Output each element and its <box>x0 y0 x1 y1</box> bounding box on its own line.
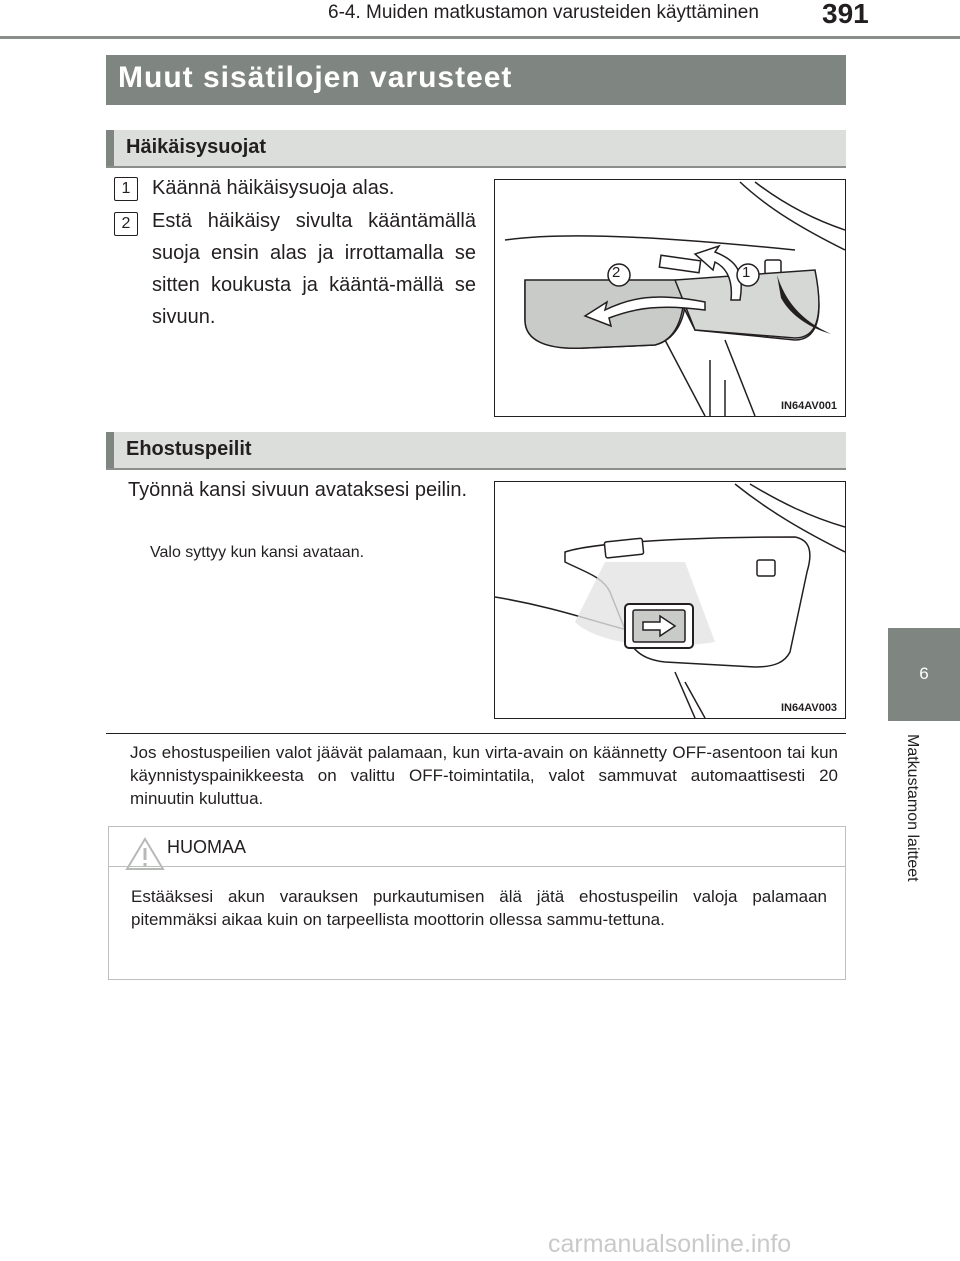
info-paragraph: Jos ehostuspeilien valot jäävät palamaan, kun virta-avain on käännetty OFF-asentoon tai kun käynnistyspainikkeesta on valittu OFF-toimintatila, valot sammuvat automaattisesti 20 minuutin kuluttua. <box>130 743 838 808</box>
info-rule <box>106 733 846 734</box>
heading-accent <box>106 432 114 468</box>
sunvisor-illustration <box>494 179 846 417</box>
callout-2: 2 <box>612 264 621 281</box>
step-text-1: Käännä häikäisysuoja alas. <box>152 177 395 199</box>
step-number-2: 2 <box>114 212 138 236</box>
mirror-illustration <box>494 481 846 719</box>
step-number-1: 1 <box>114 177 138 201</box>
chapter-tab <box>888 628 960 721</box>
figure-code-2: IN64AV003 <box>781 702 838 714</box>
chapter-number: 6 <box>919 664 929 683</box>
running-header: 6-4. Muiden matkustamon varusteiden käyttäminen <box>328 2 759 23</box>
sunvisor-heading-bar <box>106 130 846 168</box>
watermark: carmanualsonline.info <box>548 1230 792 1258</box>
section-banner <box>106 55 846 105</box>
notice-text: Estääksesi akun varauksen purkautumisen älä jätä ehostuspeilin valoja palamaan pitemmäksi aikaa kuin on tarpeellista moottorin ollessa sammu-tettuna. <box>131 887 827 929</box>
page-number: 391 <box>822 0 869 29</box>
section-title: Muut sisätilojen varusteet <box>118 61 513 94</box>
chapter-label: Matkustamon laitteet <box>904 734 921 882</box>
figure-code-1: IN64AV001 <box>781 400 838 412</box>
notice-label: HUOMAA <box>167 837 247 857</box>
notice-box <box>108 826 846 980</box>
header-rule <box>0 36 960 39</box>
callout-1: 1 <box>742 264 751 281</box>
notice-divider <box>109 866 845 867</box>
mirror-heading: Ehostuspeilit <box>126 438 252 460</box>
mirror-drawing <box>495 482 845 718</box>
sunvisor-drawing <box>495 180 845 416</box>
sunvisor-heading: Häikäisysuojat <box>126 136 267 158</box>
heading-accent <box>106 130 114 166</box>
step-text-2: Estä häikäisy sivulta kääntämällä suoja ensin alas ja irrottamalla se sitten koukusta ja kääntä-mällä se sivuun. <box>152 210 476 328</box>
mirror-note: Valo syttyy kun kansi avataan. <box>150 544 365 561</box>
mirror-text: Työnnä kansi sivuun avataksesi peilin. <box>128 479 468 501</box>
mirror-heading-bar <box>106 432 846 470</box>
